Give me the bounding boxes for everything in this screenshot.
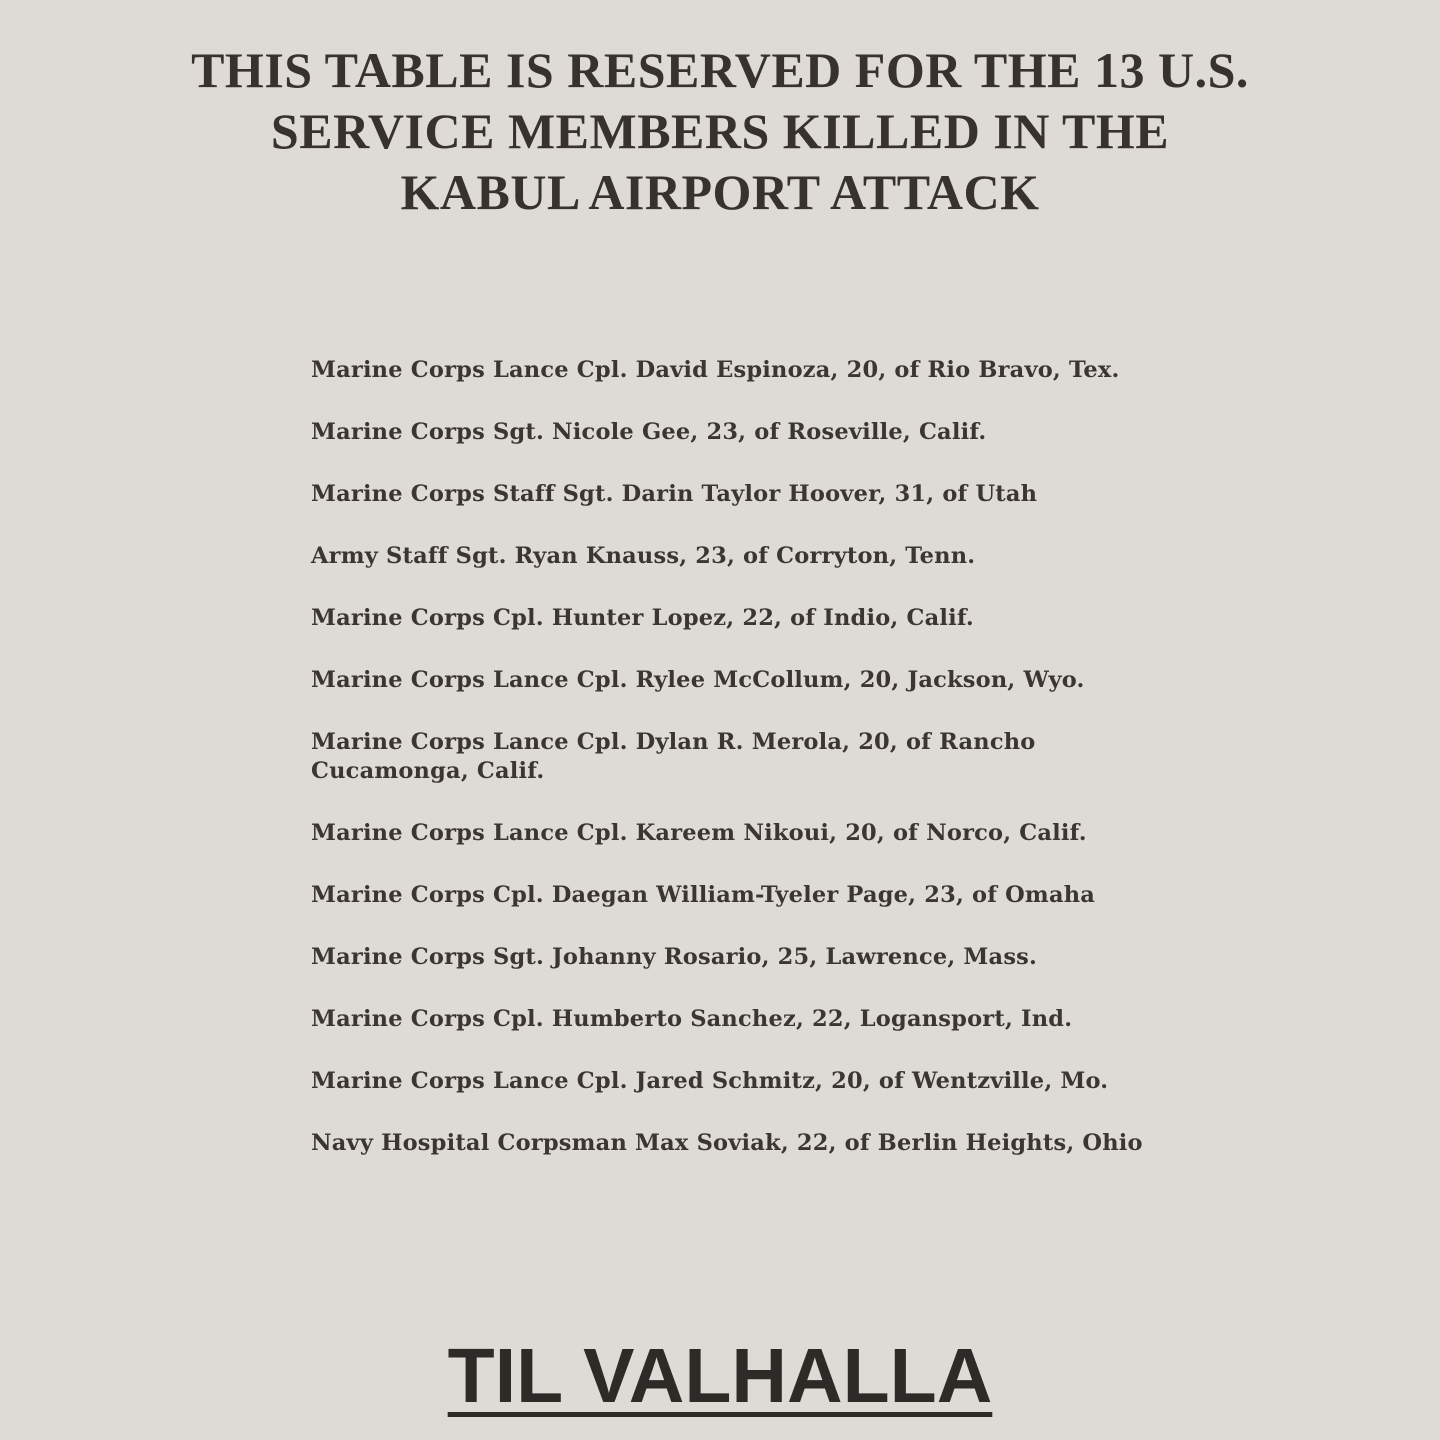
- list-item: Marine Corps Lance Cpl. David Espinoza, 20, of Rio Bravo, Tex.: [311, 357, 1120, 383]
- list-item: Marine Corps Lance Cpl. Dylan R. Merola, 20, of Rancho Cucamonga, Calif.: [311, 729, 1036, 784]
- list-item: Marine Corps Lance Cpl. Rylee McCollum, 20, Jackson, Wyo.: [311, 667, 1085, 693]
- list-item: Marine Corps Lance Cpl. Kareem Nikoui, 20, of Norco, Calif.: [311, 820, 1087, 846]
- page-title: [120, 40, 1320, 223]
- list-item: Marine Corps Sgt. Johanny Rosario, 25, Lawrence, Mass.: [311, 944, 1038, 970]
- title-line: THIS TABLE IS RESERVED FOR THE 13 U.S.: [191, 42, 1249, 98]
- title-line: KABUL AIRPORT ATTACK: [400, 164, 1040, 220]
- footer-motto: [0, 1333, 1440, 1419]
- list-item: Army Staff Sgt. Ryan Knauss, 23, of Corryton, Tenn.: [311, 543, 976, 569]
- service-member-list: [311, 356, 1211, 1191]
- list-item: Navy Hospital Corpsman Max Soviak, 22, of Berlin Heights, Ohio: [311, 1130, 1143, 1156]
- list-item: Marine Corps Cpl. Humberto Sanchez, 22, Logansport, Ind.: [311, 1006, 1073, 1032]
- list-item: Marine Corps Cpl. Hunter Lopez, 22, of Indio, Calif.: [311, 605, 974, 631]
- title-line: SERVICE MEMBERS KILLED IN THE: [270, 103, 1170, 159]
- list-item: Marine Corps Lance Cpl. Jared Schmitz, 20, of Wentzville, Mo.: [311, 1068, 1109, 1094]
- list-item: Marine Corps Sgt. Nicole Gee, 23, of Roseville, Calif.: [311, 419, 987, 445]
- list-item: Marine Corps Staff Sgt. Darin Taylor Hoover, 31, of Utah: [311, 481, 1038, 507]
- list-item: Marine Corps Cpl. Daegan William-Tyeler Page, 23, of Omaha: [311, 882, 1096, 908]
- motto-text: TIL VALHALLA: [447, 1333, 993, 1419]
